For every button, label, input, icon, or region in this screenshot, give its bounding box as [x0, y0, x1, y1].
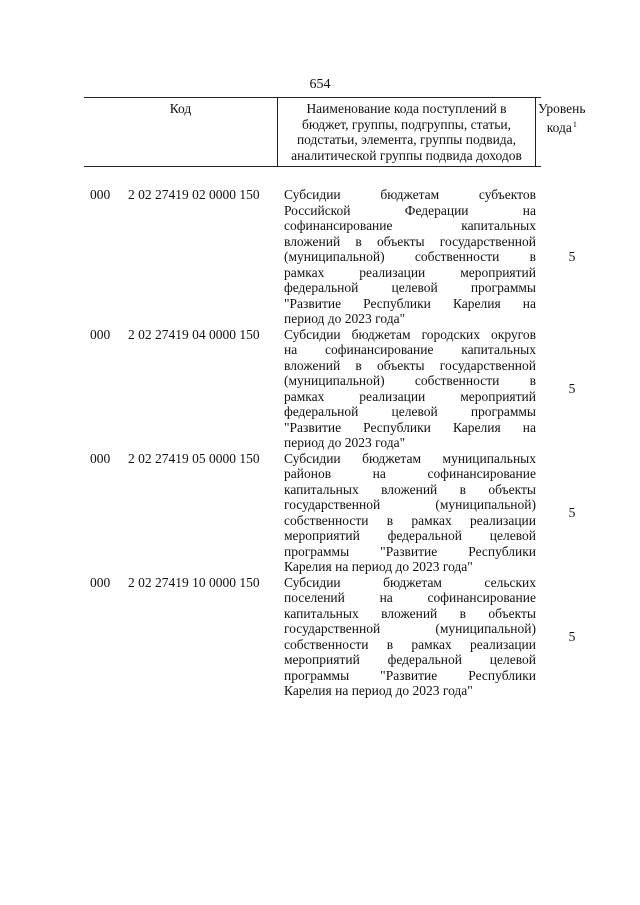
income-name-line: поселений на софинансирование [284, 590, 536, 605]
table-row [90, 573, 576, 698]
income-name-line: государственной (муниципальной) [284, 497, 536, 512]
income-name-line: на софинансирование капитальных [284, 342, 536, 357]
header-level-line: кода [546, 119, 572, 135]
income-name-line: собственности в рамках реализации [284, 636, 536, 652]
table-row [90, 325, 576, 450]
income-name-line: период до 2023 года" [284, 435, 406, 450]
income-name-line: мероприятий федеральной целевой [284, 652, 536, 667]
income-name [284, 187, 536, 327]
income-code: 2 02 27419 10 0000 150 [128, 574, 260, 590]
income-name-line: Субсидии бюджетам субъектов [284, 187, 536, 202]
income-name-line: программы "Развитие Республики [284, 543, 536, 559]
header-name-line: подстатьи, элемента, группы подвида, [296, 132, 517, 147]
admin-code: 000 [90, 326, 111, 342]
income-name-line: федеральной целевой программы [284, 404, 536, 419]
income-name-line: рамках реализации мероприятий [284, 264, 536, 280]
header-level-line: Уровень [538, 101, 586, 116]
header-name-line: Наименование кода поступлений в [306, 101, 507, 116]
income-name-line: вложений в объекты государственной [284, 357, 536, 373]
header-name-line: аналитической группы подвида доходов [291, 147, 522, 163]
code-level: 5 [568, 504, 576, 520]
page-number: 654 [309, 77, 331, 92]
code-level: 5 [568, 380, 576, 396]
admin-code: 000 [90, 187, 111, 202]
income-name-line: (муниципальной) собственности в [284, 373, 536, 388]
income-name-line: мероприятий федеральной целевой [284, 528, 536, 543]
income-name-line: рамках реализации мероприятий [284, 388, 536, 404]
income-name [284, 575, 536, 699]
income-name-line: капитальных вложений в объекты [284, 605, 536, 621]
income-name-line: Субсидии бюджетам сельских [284, 574, 536, 590]
table-header [84, 97, 586, 167]
income-name-line: софинансирование капитальных [284, 218, 536, 233]
header-name [278, 98, 536, 166]
code-level: 5 [568, 628, 576, 644]
header-name-line: бюджет, группы, подгруппы, статьи, [302, 116, 511, 132]
income-name-line: вложений в объекты государственной [284, 233, 536, 249]
admin-code: 000 [90, 450, 111, 466]
income-code: 2 02 27419 04 0000 150 [128, 326, 260, 342]
income-name-line: федеральной целевой программы [284, 280, 536, 295]
income-name-line: программы "Развитие Республики [284, 667, 536, 683]
table-row [90, 185, 576, 326]
code-level: 5 [568, 248, 576, 264]
income-name-line: государственной (муниципальной) [284, 621, 536, 636]
header-level [536, 98, 586, 166]
income-name [284, 451, 536, 575]
income-name-line: Карелия на период до 2023 года" [284, 559, 473, 574]
footnote-marker: 1 [572, 119, 577, 129]
income-name-line: (муниципальной) собственности в [284, 249, 536, 264]
income-name-line: Карелия на период до 2023 года" [284, 683, 473, 698]
income-code: 2 02 27419 05 0000 150 [128, 450, 260, 466]
income-name-line: период до 2023 года" [284, 311, 406, 326]
income-name-line: Российской Федерации на [284, 202, 536, 218]
income-name-line: районов на софинансирование [284, 466, 536, 481]
income-name-line: собственности в рамках реализации [284, 512, 536, 528]
header-code: Код [84, 98, 278, 166]
income-name [284, 327, 536, 451]
income-name-line: капитальных вложений в объекты [284, 481, 536, 497]
income-code: 2 02 27419 02 0000 150 [128, 187, 260, 202]
income-name-line: Субсидии бюджетам городских округов [284, 326, 536, 342]
income-name-line: "Развитие Республики Карелия на [284, 295, 536, 311]
table-row [90, 449, 576, 574]
income-name-line: "Развитие Республики Карелия на [284, 419, 536, 435]
income-name-line: Субсидии бюджетам муниципальных [284, 450, 536, 466]
admin-code: 000 [90, 574, 111, 590]
